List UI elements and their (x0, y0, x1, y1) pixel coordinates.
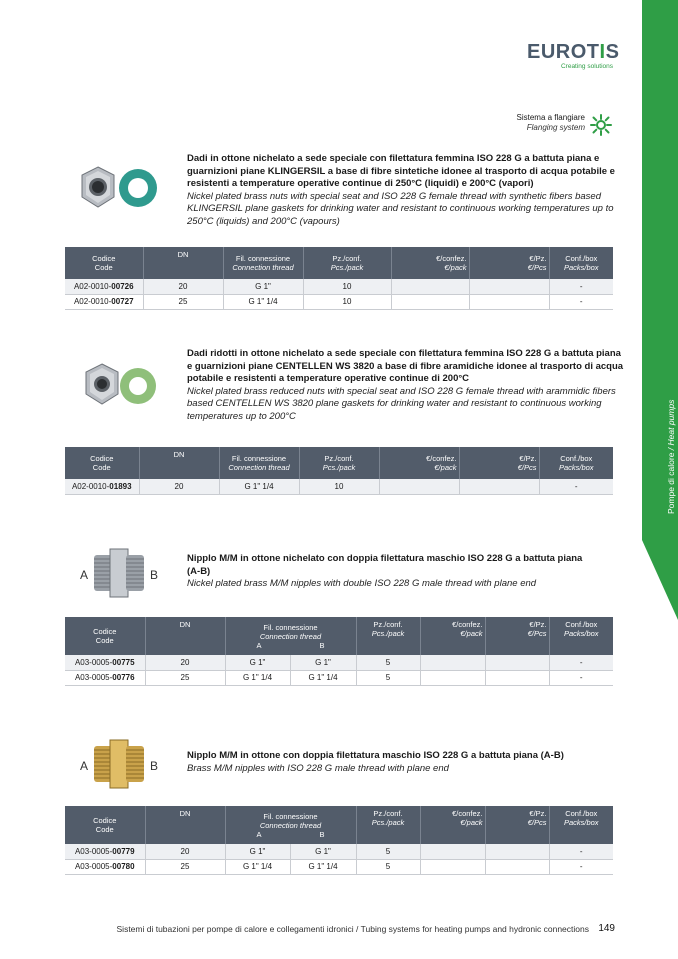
product-title-it: Dadi ridotti in ottone nichelato a sede speciale con filettatura femmina ISO 228 G a battuta piana e guarnizioni piane CENTELLEN WS 3820 a base di fibre aramidiche idonee al trasporto di acqua potabile e resistenti a temperature operative continue di 200°C (187, 348, 624, 384)
header-thread: Fil. connessione Connection thread (219, 447, 299, 479)
header-dn: DN (143, 247, 223, 279)
cell-euro-pack (391, 279, 469, 294)
product-description (187, 750, 627, 775)
cell-thread-b: G 1" (290, 655, 356, 670)
label-a: A (80, 759, 89, 773)
cell-euro-pack (420, 670, 485, 685)
cell-box: - (549, 859, 613, 874)
footer-text: Sistemi di tubazioni per pompe di calore e collegamenti idronici / Tubing systems for heating pumps and hydronic connections (116, 924, 589, 934)
header-code: Codice Code (65, 247, 143, 279)
product-title-en: Brass M/M nipples with ISO 228 G male thread with plane end (187, 762, 449, 774)
table-row (65, 859, 613, 874)
product-title-en: Nickel plated brass nuts with special seat and ISO 228 G female thread with synthetic fibers based KLINGERSIL plane gaskets for drinking water and resistant to continuous working temperatures up to 250°C (liquids) and 200°C (vapours) (187, 190, 614, 227)
product-title-it: Nipplo M/M in ottone con doppia filettatura maschio ISO 228 G a battuta piana (A-B) (187, 750, 564, 761)
brand-logo (527, 41, 620, 70)
cell-euro-pack (379, 479, 459, 494)
brand-tagline: Creating solutions (560, 63, 613, 70)
label-b: B (150, 568, 159, 582)
cell-code: A03-0005-00775 (65, 655, 145, 670)
product-description (187, 153, 617, 228)
cell-thread-b: G 1" 1/4 (290, 670, 356, 685)
product-title-en: Nickel plated brass reduced nuts with special seat and ISO 228 G female thread with arammidic fibers based CENTELLEN WS 3820 plane gaskets for drinking water and resistant to continuous working temperatures up to 200°C (187, 385, 616, 422)
cell-box: - (549, 670, 613, 685)
header-pcs: Pz./conf. Pcs./pack (356, 617, 420, 655)
table-row (65, 670, 613, 685)
cell-euro-pack (420, 859, 485, 874)
table-row (65, 655, 613, 670)
brand-name: EUROTIS (527, 41, 620, 63)
header-code: Codice Code (65, 617, 145, 655)
header-code: Codice Code (65, 806, 145, 844)
brass-nipple-image (80, 736, 162, 797)
cell-dn: 25 (145, 670, 225, 685)
cell-pcs: 10 (299, 479, 379, 494)
cell-euro-pcs (485, 859, 549, 874)
cell-box: - (549, 844, 613, 859)
header-box: Conf./box Packs/box (549, 806, 613, 844)
cell-thread: G 1" 1/4 (223, 294, 303, 309)
cell-code: A03-0005-00779 (65, 844, 145, 859)
side-tab-label (644, 399, 678, 530)
header-box: Conf./box Packs/box (549, 617, 613, 655)
cell-dn: 20 (145, 655, 225, 670)
header-dn: DN (145, 617, 225, 655)
cell-euro-pack (420, 844, 485, 859)
label-a: A (80, 568, 89, 582)
header-thread: Fil. connessione Connection thread A B (225, 617, 356, 655)
cell-pcs: 5 (356, 844, 420, 859)
header-euro-pack: €/confez. €/pack (379, 447, 459, 479)
cell-euro-pcs (469, 294, 549, 309)
header-box: Conf./box Packs/box (539, 447, 613, 479)
cell-euro-pack (391, 294, 469, 309)
cell-euro-pcs (469, 279, 549, 294)
nut-gasket-image (78, 165, 160, 218)
cell-pcs: 5 (356, 859, 420, 874)
cell-thread-a: G 1" 1/4 (225, 859, 290, 874)
header-euro-pcs: €/Pz. €/Pcs (485, 806, 549, 844)
cell-code: A02-0010-00727 (65, 294, 143, 309)
cell-dn: 20 (139, 479, 219, 494)
header-pcs: Pz./conf. Pcs./pack (303, 247, 391, 279)
cell-euro-pcs (459, 479, 539, 494)
cell-euro-pack (420, 655, 485, 670)
header-pcs: Pz./conf. Pcs./pack (299, 447, 379, 479)
header-euro-pack: €/confez. €/pack (420, 617, 485, 655)
product-table (65, 617, 613, 686)
cell-euro-pcs (485, 670, 549, 685)
header-thread: Fil. connessione Connection thread (223, 247, 303, 279)
nickel-nipple-image (80, 545, 162, 606)
cell-thread-b: G 1" (290, 844, 356, 859)
table-row (65, 844, 613, 859)
product-description (187, 553, 587, 591)
header-euro-pcs: €/Pz. €/Pcs (459, 447, 539, 479)
label-b: B (150, 759, 159, 773)
product-title-en: Nickel plated brass M/M nipples with double ISO 228 G male thread with plane end (187, 578, 537, 589)
cell-code: A02-0010-00726 (65, 279, 143, 294)
header-dn: DN (145, 806, 225, 844)
cell-dn: 20 (145, 844, 225, 859)
cell-thread-a: G 1" (225, 844, 290, 859)
header-euro-pcs: €/Pz. €/Pcs (469, 247, 549, 279)
page-number: 149 (598, 923, 615, 934)
cell-euro-pcs (485, 844, 549, 859)
cell-thread: G 1" 1/4 (219, 479, 299, 494)
reduced-nut-gasket-image (80, 362, 162, 415)
cell-pcs: 5 (356, 655, 420, 670)
header-thread: Fil. connessione Connection thread A B (225, 806, 356, 844)
side-tab-label-en: / Heat pumps (666, 399, 676, 451)
table-row (65, 279, 613, 294)
header-euro-pack: €/confez. €/pack (391, 247, 469, 279)
header-euro-pack: €/confez. €/pack (420, 806, 485, 844)
cell-box: - (549, 294, 613, 309)
flanging-label-it: Sistema a flangiare (516, 113, 585, 122)
cell-code: A03-0005-00780 (65, 859, 145, 874)
cell-box: - (549, 279, 613, 294)
table-row (65, 479, 613, 494)
cell-box: - (549, 655, 613, 670)
product-title-it: Dadi in ottone nichelato a sede speciale con filettatura femmina ISO 228 G a battuta piana e guarnizioni piane KLINGERSIL a base di fibre sintetiche idonee al trasporto di acqua potabile e resistenti a temperature operative continue di 250°C (liquidi) e 200°C (vapori) (187, 153, 615, 189)
table-row (65, 294, 613, 309)
cell-thread-a: G 1" (225, 655, 290, 670)
cell-thread-a: G 1" 1/4 (225, 670, 290, 685)
product-table (65, 247, 613, 310)
cell-thread: G 1" (223, 279, 303, 294)
cell-thread-b: G 1" 1/4 (290, 859, 356, 874)
cell-dn: 25 (143, 294, 223, 309)
header-pcs: Pz./conf. Pcs./pack (356, 806, 420, 844)
header-box: Conf./box Packs/box (549, 247, 613, 279)
flanging-system (470, 113, 615, 137)
cell-box: - (539, 479, 613, 494)
cell-code: A02-0010-01893 (65, 479, 139, 494)
product-description (187, 348, 627, 423)
cell-dn: 20 (143, 279, 223, 294)
flange-icon (589, 113, 613, 137)
cell-euro-pcs (485, 655, 549, 670)
flanging-label-en: Flanging system (526, 123, 585, 132)
product-title-it: Nipplo M/M in ottone nichelato con doppia filettatura maschio ISO 228 G a battuta piana (A-B) (187, 553, 583, 577)
cell-pcs: 10 (303, 279, 391, 294)
product-table (65, 806, 613, 875)
side-tab-label-it: Pompe di calore (666, 452, 676, 514)
product-table (65, 447, 613, 495)
cell-pcs: 5 (356, 670, 420, 685)
cell-dn: 25 (145, 859, 225, 874)
header-dn: DN (139, 447, 219, 479)
header-euro-pcs: €/Pz. €/Pcs (485, 617, 549, 655)
cell-pcs: 10 (303, 294, 391, 309)
header-code: Codice Code (65, 447, 139, 479)
cell-code: A03-0005-00776 (65, 670, 145, 685)
